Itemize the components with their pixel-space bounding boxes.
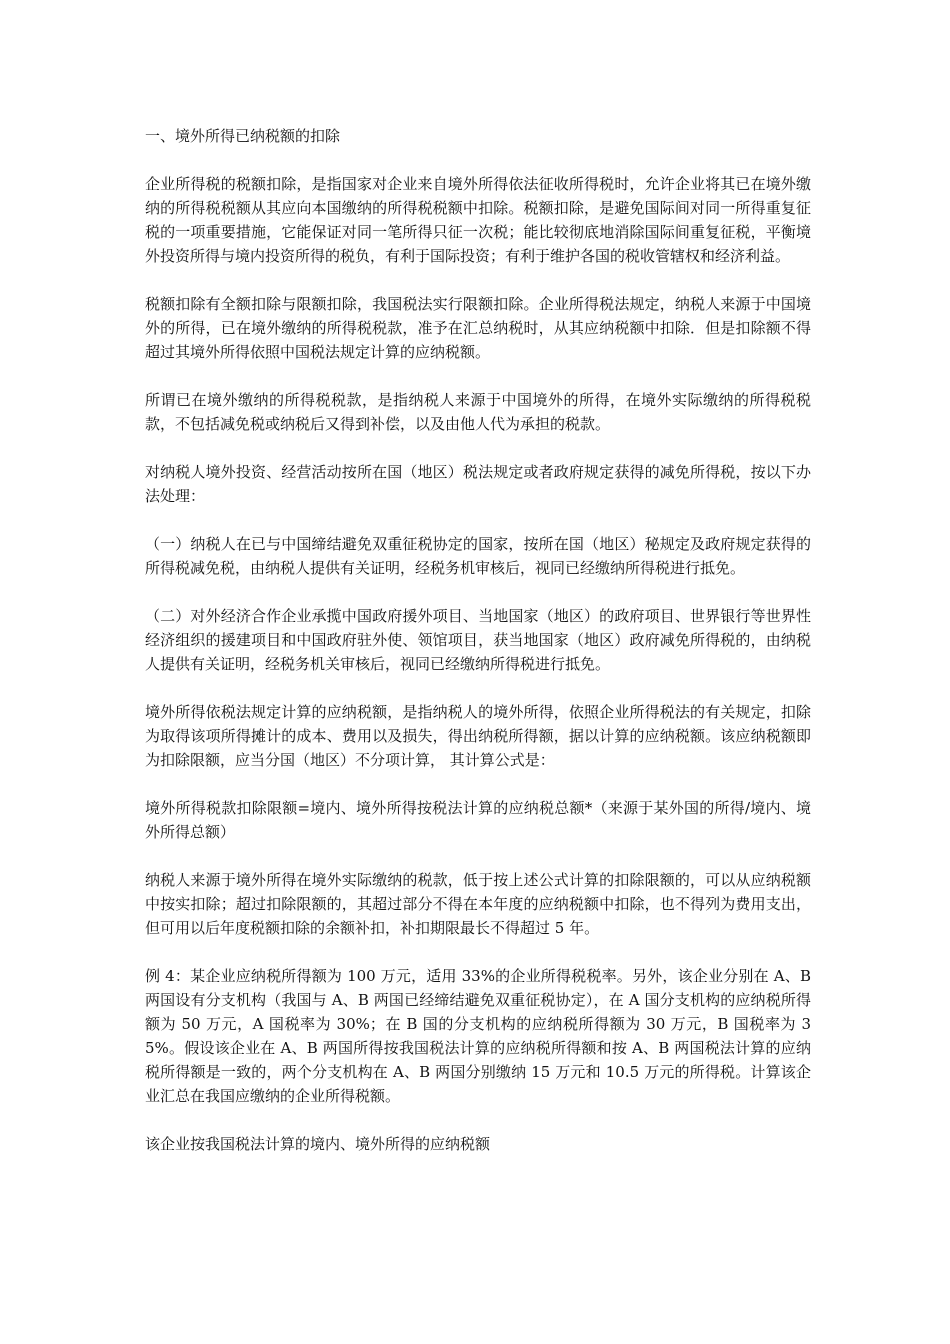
paragraph-foreign-tax-paid: 所谓已在境外缴纳的所得税税款，是指纳税人来源于中国境外的所得，在境外实际缴纳的所得税税款，不包括减免税或纳税后又得到补偿，以及由他人代为承担的税款。 [145,391,811,433]
paragraph-item-two: （二）对外经济合作企业承揽中国政府援外项目、当地国家（地区）的政府项目、世界银行等世界性经济组织的援建项目和中国政府驻外使、领馆项目，获当地国家（地区）政府减免所得税的，由纳税人提供有关证明，经税务机关审核后，视同已经缴纳所得税进行抵免。 [145,607,811,673]
paragraph-item-one: （一）纳税人在已与中国缔结避免双重征税协定的国家，按所在国（地区）秘规定及政府规定获得的所得税减免税，由纳税人提供有关证明，经税务机审核后，视同已经缴纳所得税进行抵免。 [145,535,811,577]
paragraph-example-4: 例 4：某企业应纳税所得额为 100 万元，适用 33%的企业所得税税率。另外，该企业分别在 A、B 两国设有分支机构（我国与 A、B 两国已经缔结避免双重征税协定），在 A 国分支机构的应纳税所得额为 50 万元，A 国税率为 30%；在 B 国的分支机构的应纳税所得额为 30 万元，B 国税率为 35%。假设该企业在 A、B 两国所得按我国税法计算的应纳税所得额和按 A、B 两国税法计算的应纳税所得额是一致的，两个分支机构在 A、B 两国分别缴纳 15 万元和 10.5 万元的所得税。计算该企业汇总在我国应缴纳的企业所得税额。 [145,967,811,1105]
paragraph-formula: 境外所得税款扣除限额=境内、境外所得按税法计算的应纳税总额*（来源于某外国的所得/境内、境外所得总额） [145,799,811,841]
paragraph-calculation-start: 该企业按我国税法计算的境内、境外所得的应纳税额 [145,1135,491,1153]
section-heading: 一、境外所得已纳税额的扣除 [145,127,341,145]
paragraph-limited-credit: 税额扣除有全额扣除与限额扣除，我国税法实行限额扣除。企业所得税法规定，纳税人来源于中国境外的所得，已在境外缴纳的所得税税款，准予在汇总纳税时，从其应纳税额中扣除．但是扣除额不得超过其境外所得依照中国税法规定计算的应纳税额。 [145,295,811,361]
paragraph-credit-limit: 境外所得依税法规定计算的应纳税额，是指纳税人的境外所得，依照企业所得税法的有关规定，扣除为取得该项所得摊计的成本、费用以及损失，得出纳税所得额，据以计算的应纳税额。该应纳税额即为扣除限额，应当分国（地区）不分项计算， 其计算公式是： [145,703,811,769]
paragraph-tax-credit-definition: 企业所得税的税额扣除，是指国家对企业来自境外所得依法征收所得税时，允许企业将其已在境外缴纳的所得税税额从其应向本国缴纳的所得税税额中扣除。税额扣除，是避免国际间对同一所得重复征税的一项重要措施，它能保证对同一笔所得只征一次税；能比较彻底地消除国际间重复征税，平衡境外投资所得与境内投资所得的税负，有利于国际投资；有利于维护各国的税收管辖权和经济利益。 [145,175,811,265]
paragraph-excess-carryover: 纳税人来源于境外所得在境外实际缴纳的税款，低于按上述公式计算的扣除限额的，可以从应纳税额中按实扣除；超过扣除限额的，其超过部分不得在本年度的应纳税额中扣除，也不得列为费用支出，但可用以后年度税额扣除的余额补扣，补扣期限最长不得超过 5 年。 [145,871,811,937]
document-page [145,124,811,1180]
paragraph-reduction-handling: 对纳税人境外投资、经营活动按所在国（地区）税法规定或者政府规定获得的减免所得税，按以下办法处理： [145,463,811,505]
